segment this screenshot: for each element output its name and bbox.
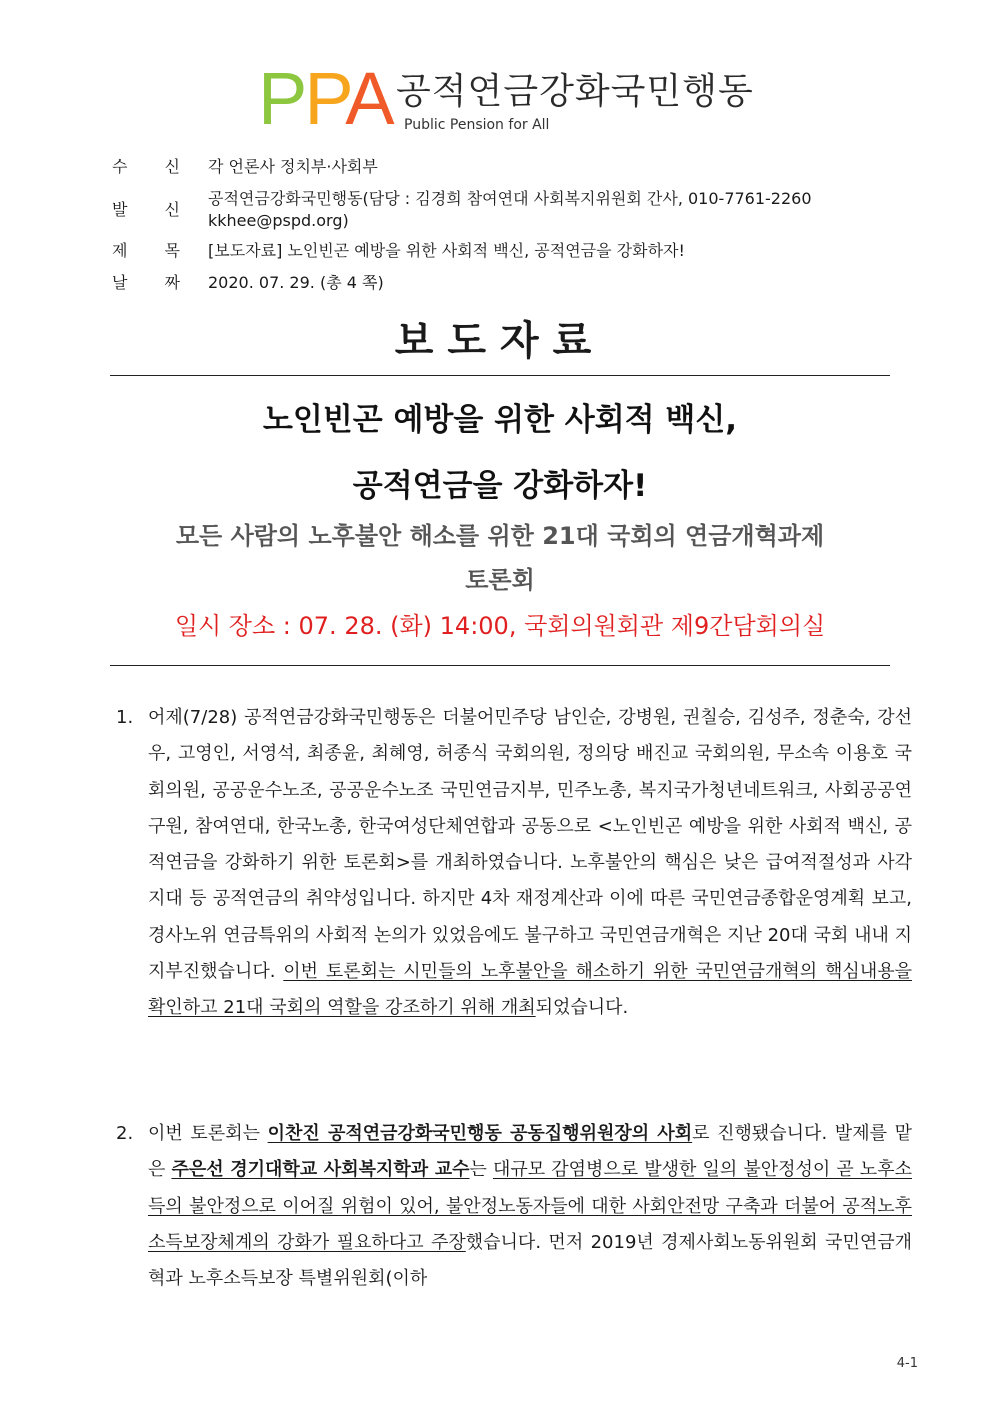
main-title-line1: 노인빈곤 예방을 위한 사회적 백신, [262,402,738,438]
paragraph-text [148,700,912,1027]
paragraph-1-body: 어제(7/28) 공적연금강화국민행동은 더불어민주당 남인순, 강병원, 권칠승, 김성주, 정춘숙, 강선우, 고영인, 서영석, 최종윤, 최혜영, 허종식 국회의원, 정의당 배진교 국회의원, 무소속 이용호 국회의원, 공공운수노조, 공공운수노조 국민연금지부, 민주노총, 복지국가청년네트워크, 사회공공연구원, 참여연대, 한국노총, 한국여성단체연합과 공동으로 <노인빈곤 예방을 위한 사회적 백신, 공적연금을 강화하기 위한 토론회>를 개최하였습니다. 노후불안의 핵심은 낮은 급여적절성과 사각지대 등 공적연금의 취약성입니다. 하지만 4차 재정계산과 이에 따른 국민연금종합운영계획 보고, 경사노위 연금특위의 사회적 논의가 있었음에도 불구하고 국민연금개혁은 지난 20대 국회 내내 지지부진했습니다. [148,707,912,983]
top-divider [110,375,890,376]
paragraph-2-part-d: 했습니다. 먼저 2019년 경제사회노동위원회 국민연금개혁과 노후소득보장 특별위원회(이하 [148,1231,912,1290]
recipient-label: 수 신 [112,157,196,176]
subtitle-line1: 모든 사람의 노후불안 해소를 위한 21대 국회의 연금개혁과제 [175,522,825,550]
recipient-value: 각 언론사 정치부·사회부 [208,157,378,176]
paragraph-2-part-b: 로 진행됐습니다. 발제를 맡은 [148,1123,912,1181]
paragraph-text [148,1116,912,1297]
date-label: 날 짜 [112,273,196,292]
sender-value: 공적연금강화국민행동(담당 : 김경희 참여연대 사회복지위원회 간사, 010-7761-2260 kkhee@pspd.org) [208,189,812,230]
subtitle-line2: 토론회 [465,566,535,594]
moderator-name: 이찬진 공적연금강화국민행동 공동집행위원장의 사회 [267,1123,693,1144]
logo-english-name: Public Pension for All [404,117,550,133]
sender-row [112,188,912,232]
paragraph-number: 2. [116,1123,134,1144]
date-value: 2020. 07. 29. (총 4 쪽) [208,273,384,292]
document-type-heading: 보도자료 [394,318,606,364]
page-number: 4-1 [896,1356,918,1371]
recipient-row [112,156,912,178]
paragraph-2-underlined: 대규모 감염병으로 발생한 일의 불안정성이 곧 노후소득의 불안정으로 이어질 위험이 있어, 불안정노동자들에 대한 사회안전망 구축과 더불어 공적노후소득보장체계의 강화가 필요하다고 주장 [148,1159,912,1253]
logo-korean-name: 공적연금강화국민행동 [396,71,754,112]
date-row [112,272,912,294]
bottom-divider [110,665,890,666]
sender-label: 발 신 [112,200,196,219]
paragraph-1-underlined: 이번 토론회는 시민들의 노후불안을 해소하기 위한 국민연금개혁의 핵심내용을 확인하고 21대 국회의 역할을 강조하기 위해 개최 [148,961,912,1019]
paragraph-2 [112,1116,912,1297]
paragraph-2-part-c: 는 [469,1159,493,1181]
organization-logo [258,57,758,140]
logo-mark: PPA [258,57,392,140]
subject-value: [보도자료] 노인빈곤 예방을 위한 사회적 백신, 공적연금을 강화하자! [208,241,685,260]
subject-label: 제 목 [112,241,196,260]
paragraph-1-end: 되었습니다. [535,997,629,1019]
presenter-name: 주은선 경기대학교 사회복지학과 교수 [171,1159,470,1181]
paragraph-1 [112,700,912,1027]
subject-row [112,240,912,262]
paragraph-2-part-a: 이번 토론회는 [148,1123,268,1144]
document-header-info [112,156,912,294]
event-info: 일시 장소 : 07. 28. (화) 14:00, 국회의원회관 제9간담회의실 [174,612,826,640]
paragraph-number: 1. [116,707,134,728]
main-title-line2: 공적연금을 강화하자! [352,468,648,504]
